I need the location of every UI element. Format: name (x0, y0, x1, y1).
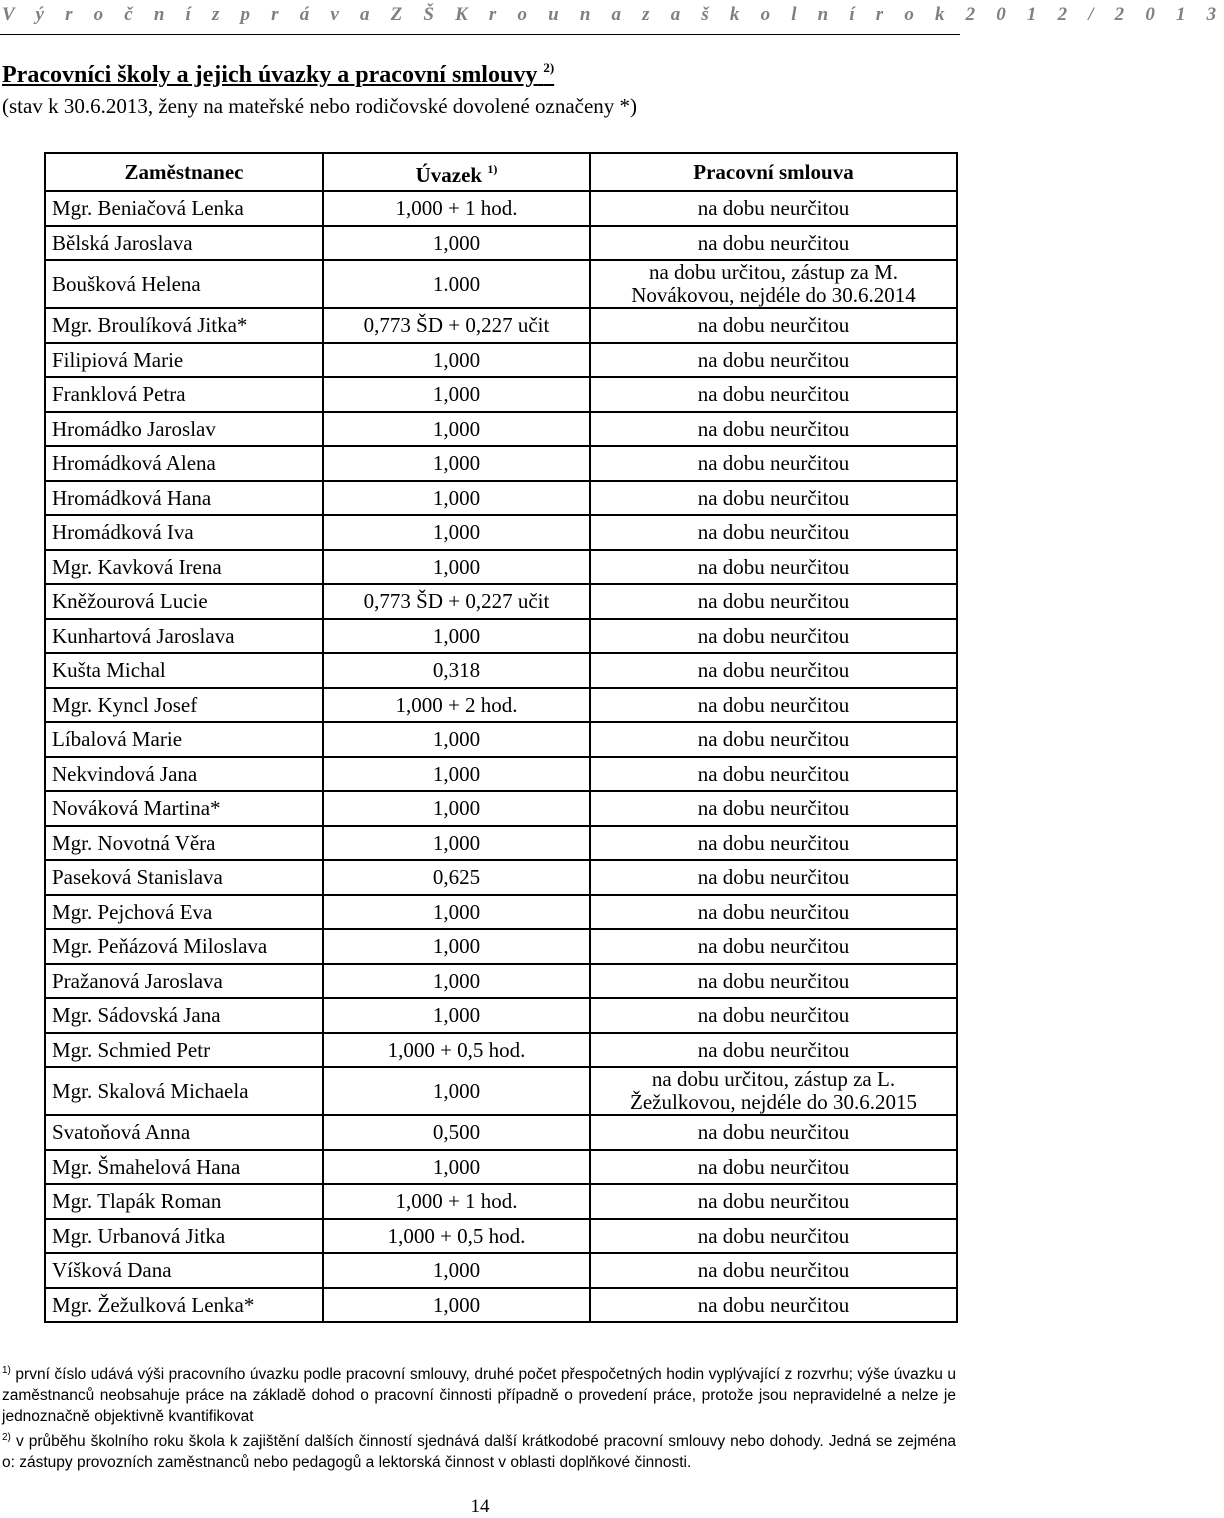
workload-cell: 1,000 (323, 550, 590, 585)
workload-cell: 1,000 + 0,5 hod. (323, 1033, 590, 1068)
employee-name-cell: Mgr. Šmahelová Hana (45, 1150, 323, 1185)
table-row (45, 584, 957, 619)
employee-name-cell: Boušková Helena (45, 260, 323, 308)
workload-cell: 0,500 (323, 1115, 590, 1150)
footnotes (2, 1360, 956, 1473)
contract-cell: na dobu neurčitou (590, 1150, 957, 1185)
workload-cell: 1,000 (323, 791, 590, 826)
workload-cell: 1,000 (323, 895, 590, 930)
table-row (45, 688, 957, 723)
workload-cell: 1,000 (323, 757, 590, 792)
contract-cell: na dobu neurčitou (590, 757, 957, 792)
employee-name-cell: Kněžourová Lucie (45, 584, 323, 619)
workload-cell: 1.000 (323, 260, 590, 308)
header-workload (323, 153, 590, 191)
workload-cell: 1,000 + 0,5 hod. (323, 1219, 590, 1254)
workload-cell: 1,000 + 1 hod. (323, 1184, 590, 1219)
contract-cell: na dobu neurčitou (590, 653, 957, 688)
workload-cell: 1,000 (323, 1067, 590, 1115)
contract-cell: na dobu neurčitou (590, 929, 957, 964)
footnote-1-marker: 1) (2, 1365, 11, 1376)
table-row (45, 757, 957, 792)
contract-cell: na dobu neurčitou (590, 826, 957, 861)
table-row (45, 446, 957, 481)
contract-cell: na dobu určitou, zástup za M. Novákovou, nejdéle do 30.6.2014 (590, 260, 957, 308)
contract-cell: na dobu neurčitou (590, 860, 957, 895)
employee-name-cell: Filipiová Marie (45, 343, 323, 378)
table-row (45, 653, 957, 688)
workload-cell: 0,773 ŠD + 0,227 učit (323, 584, 590, 619)
table-row (45, 412, 957, 447)
running-header: V ý r o č n í z p r á v a Z Š K r o u n a z a š k o l n í r o k 2 0 1 2 / 2 0 1 3 (2, 4, 1224, 25)
table-row (45, 998, 957, 1033)
footnote-2 (2, 1427, 956, 1473)
employee-name-cell: Mgr. Žežulková Lenka* (45, 1288, 323, 1323)
employee-name-cell: Kunhartová Jaroslava (45, 619, 323, 654)
employee-name-cell: Mgr. Urbanová Jitka (45, 1219, 323, 1254)
table-row (45, 377, 957, 412)
page-title-footnote-marker: 2) (543, 60, 555, 75)
page-title-text: Pracovníci školy a jejich úvazky a pracovní smlouvy (2, 62, 538, 88)
contract-cell: na dobu neurčitou (590, 550, 957, 585)
workload-cell: 1,000 (323, 226, 590, 261)
table-row (45, 929, 957, 964)
employee-name-cell: Mgr. Beniačová Lenka (45, 191, 323, 226)
employee-name-cell: Mgr. Pejchová Eva (45, 895, 323, 930)
table-row (45, 550, 957, 585)
table-row (45, 1253, 957, 1288)
table-row (45, 826, 957, 861)
employee-name-cell: Mgr. Broulíková Jitka* (45, 308, 323, 343)
employee-name-cell: Svatoňová Anna (45, 1115, 323, 1150)
table-row (45, 260, 957, 308)
table-row (45, 191, 957, 226)
contract-cell: na dobu neurčitou (590, 1115, 957, 1150)
contract-cell: na dobu neurčitou (590, 377, 957, 412)
contract-cell: na dobu neurčitou (590, 998, 957, 1033)
employee-name-cell: Nováková Martina* (45, 791, 323, 826)
workload-cell: 1,000 + 1 hod. (323, 191, 590, 226)
employee-name-cell: Nekvindová Jana (45, 757, 323, 792)
contract-cell: na dobu neurčitou (590, 722, 957, 757)
workload-cell: 1,000 (323, 343, 590, 378)
table-row (45, 1067, 957, 1115)
workload-cell: 0,625 (323, 860, 590, 895)
table-row (45, 860, 957, 895)
employee-name-cell: Kušta Michal (45, 653, 323, 688)
workload-cell: 1,000 (323, 377, 590, 412)
contract-cell: na dobu neurčitou (590, 619, 957, 654)
table-row (45, 895, 957, 930)
staff-table (44, 152, 958, 1323)
employee-name-cell: Pražanová Jaroslava (45, 964, 323, 999)
contract-cell: na dobu neurčitou (590, 791, 957, 826)
employee-name-cell: Hromádková Hana (45, 481, 323, 516)
page-number: 14 (470, 1496, 490, 1517)
footnote-2-marker: 2) (2, 1432, 11, 1443)
staff-table-body (45, 191, 957, 1322)
employee-name-cell: Bělská Jaroslava (45, 226, 323, 261)
table-row (45, 964, 957, 999)
table-row (45, 1115, 957, 1150)
table-header-row (45, 153, 957, 191)
table-row (45, 619, 957, 654)
workload-cell: 1,000 (323, 515, 590, 550)
table-row (45, 308, 957, 343)
workload-cell: 1,000 (323, 964, 590, 999)
contract-cell: na dobu neurčitou (590, 481, 957, 516)
table-row (45, 481, 957, 516)
header-workload-label: Úvazek (415, 163, 483, 187)
employee-name-cell: Mgr. Kavková Irena (45, 550, 323, 585)
workload-cell: 1,000 (323, 826, 590, 861)
employee-name-cell: Mgr. Novotná Věra (45, 826, 323, 861)
workload-cell: 1,000 (323, 722, 590, 757)
table-row (45, 791, 957, 826)
table-row (45, 1184, 957, 1219)
table-row (45, 515, 957, 550)
employee-name-cell: Hromádková Alena (45, 446, 323, 481)
employee-name-cell: Mgr. Peňázová Miloslava (45, 929, 323, 964)
contract-cell: na dobu neurčitou (590, 191, 957, 226)
workload-cell: 1,000 (323, 929, 590, 964)
workload-cell: 1,000 (323, 1253, 590, 1288)
workload-cell: 1,000 (323, 412, 590, 447)
header-workload-footnote-marker: 1) (487, 162, 498, 176)
contract-cell: na dobu neurčitou (590, 1253, 957, 1288)
table-row (45, 1288, 957, 1323)
footnote-1 (2, 1360, 956, 1427)
page-subtitle: (stav k 30.6.2013, ženy na mateřské nebo rodičovské dovolené označeny *) (2, 94, 638, 118)
employee-name-cell: Franklová Petra (45, 377, 323, 412)
contract-cell: na dobu neurčitou (590, 343, 957, 378)
workload-cell: 1,000 (323, 481, 590, 516)
contract-cell: na dobu neurčitou (590, 1219, 957, 1254)
workload-cell: 1,000 (323, 998, 590, 1033)
contract-cell: na dobu neurčitou (590, 308, 957, 343)
contract-cell: na dobu neurčitou (590, 1288, 957, 1323)
employee-name-cell: Hromádko Jaroslav (45, 412, 323, 447)
workload-cell: 0,318 (323, 653, 590, 688)
table-row (45, 343, 957, 378)
page-title (2, 60, 554, 89)
workload-cell: 1,000 (323, 446, 590, 481)
employee-name-cell: Mgr. Tlapák Roman (45, 1184, 323, 1219)
contract-cell: na dobu neurčitou (590, 226, 957, 261)
employee-name-cell: Mgr. Schmied Petr (45, 1033, 323, 1068)
table-row (45, 1150, 957, 1185)
employee-name-cell: Paseková Stanislava (45, 860, 323, 895)
header-contract: Pracovní smlouva (590, 153, 957, 191)
table-row (45, 1033, 957, 1068)
workload-cell: 1,000 (323, 619, 590, 654)
workload-cell: 1,000 (323, 1150, 590, 1185)
employee-name-cell: Mgr. Skalová Michaela (45, 1067, 323, 1115)
workload-cell: 0,773 ŠD + 0,227 učit (323, 308, 590, 343)
table-row (45, 226, 957, 261)
table-row (45, 1219, 957, 1254)
contract-cell: na dobu neurčitou (590, 446, 957, 481)
employee-name-cell: Hromádková Iva (45, 515, 323, 550)
header-rule (0, 34, 960, 35)
contract-cell: na dobu neurčitou (590, 1184, 957, 1219)
contract-cell: na dobu neurčitou (590, 964, 957, 999)
header-employee: Zaměstnanec (45, 153, 323, 191)
contract-cell: na dobu určitou, zástup za L. Žežulkovou, nejdéle do 30.6.2015 (590, 1067, 957, 1115)
contract-cell: na dobu neurčitou (590, 1033, 957, 1068)
workload-cell: 1,000 (323, 1288, 590, 1323)
contract-cell: na dobu neurčitou (590, 584, 957, 619)
employee-name-cell: Mgr. Sádovská Jana (45, 998, 323, 1033)
employee-name-cell: Víšková Dana (45, 1253, 323, 1288)
contract-cell: na dobu neurčitou (590, 895, 957, 930)
footnote-1-text: první číslo udává výši pracovního úvazku podle pracovní smlouvy, druhé počet přespočetných hodin vyplývající z rozvrhu; výše úvazku u zaměstnanců neobsahuje práce na základě dohod o pracovní činnosti případně o provedení práce, protože jsou nepravidelné a nelze je jednoznačně objektivně kvantifikovat (2, 1366, 957, 1425)
footnote-2-text: v průběhu školního roku škola k zajištění dalších činností sjednává další krátkodobé pracovní smlouvy nebo dohody. Jedná se zejména o: zástupy provozních zaměstnanců nebo pedagogů a lektorská činnost v oblasti doplňkové činnosti. (2, 1433, 956, 1471)
contract-cell: na dobu neurčitou (590, 412, 957, 447)
employee-name-cell: Mgr. Kyncl Josef (45, 688, 323, 723)
table-row (45, 722, 957, 757)
employee-name-cell: Líbalová Marie (45, 722, 323, 757)
workload-cell: 1,000 + 2 hod. (323, 688, 590, 723)
contract-cell: na dobu neurčitou (590, 688, 957, 723)
contract-cell: na dobu neurčitou (590, 515, 957, 550)
